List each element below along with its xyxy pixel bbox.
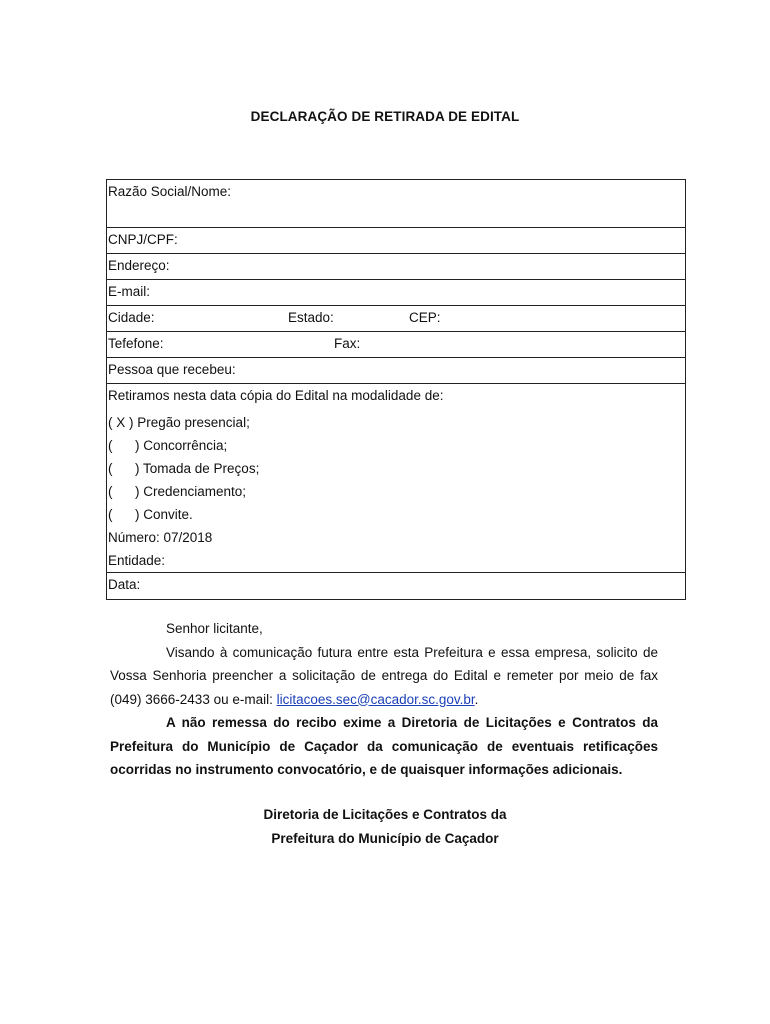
cidade-label: Cidade: (108, 310, 155, 325)
data-row[interactable] (107, 573, 685, 599)
paragraph-1-text: Visando à comunicação futura entre esta Prefeitura e essa empresa, solicito de Vossa Senhoria preencher a solicitação de entrega do Edital e remeter por meio de fax (049) 3666-2433 ou e-mail: (110, 644, 658, 707)
cep-label: CEP: (409, 310, 441, 325)
telefone-label: Tefefone: (108, 336, 164, 351)
data-label: Data: (108, 577, 141, 592)
razao-social-label: Razão Social/Nome: (108, 184, 232, 199)
email-label: E-mail: (108, 284, 151, 299)
letter-body (110, 617, 658, 782)
cnpj-row[interactable] (107, 228, 685, 254)
pessoa-row[interactable] (107, 358, 685, 384)
numero-edital: Número: 07/2018 (108, 530, 213, 545)
option-convite[interactable]: ( ) Convite. (108, 507, 193, 522)
option-credenciamento[interactable]: ( ) Credenciamento; (108, 484, 247, 499)
withdrawal-form (106, 179, 686, 600)
endereco-row[interactable] (107, 254, 685, 280)
signature-line-2: Prefeitura do Município de Caçador (271, 830, 499, 846)
signature-block (0, 803, 770, 850)
letter-paragraph-2: A não remessa do recibo exime a Diretoria de Licitações e Contratos da Prefeitura do Município de Caçador da comunicação de eventuais retificações ocorridas no instrumento convocatório, e de quaisquer informações adicionais. (110, 715, 658, 777)
telefone-row[interactable] (107, 332, 685, 358)
cnpj-label: CNPJ/CPF: (108, 232, 178, 247)
estado-label: Estado: (288, 310, 334, 325)
option-concorrencia[interactable]: ( ) Concorrência; (108, 438, 228, 453)
email-row[interactable] (107, 280, 685, 306)
razao-social-row[interactable] (107, 180, 685, 228)
fax-label: Fax: (334, 336, 361, 351)
option-tomada-precos[interactable]: ( ) Tomada de Preços; (108, 461, 260, 476)
document-title: DECLARAÇÃO DE RETIRADA DE EDITAL (250, 109, 520, 124)
pessoa-label: Pessoa que recebeu: (108, 362, 236, 377)
modalidade-intro: Retiramos nesta data cópia do Edital na modalidade de: (108, 388, 444, 403)
option-pregao[interactable]: ( X ) Pregão presencial; (108, 415, 250, 430)
endereco-label: Endereço: (108, 258, 170, 273)
salutation: Senhor licitante, (166, 621, 263, 636)
cidade-row[interactable] (107, 306, 685, 332)
letter-paragraph-1 (110, 641, 658, 712)
entidade-label: Entidade: (108, 553, 166, 568)
paragraph-1-end: . (474, 691, 479, 707)
signature-line-1: Diretoria de Licitações e Contratos da (263, 807, 507, 822)
modalidade-section (107, 384, 685, 573)
email-link[interactable]: licitacoes.sec@cacador.sc.gov.br (276, 691, 475, 707)
